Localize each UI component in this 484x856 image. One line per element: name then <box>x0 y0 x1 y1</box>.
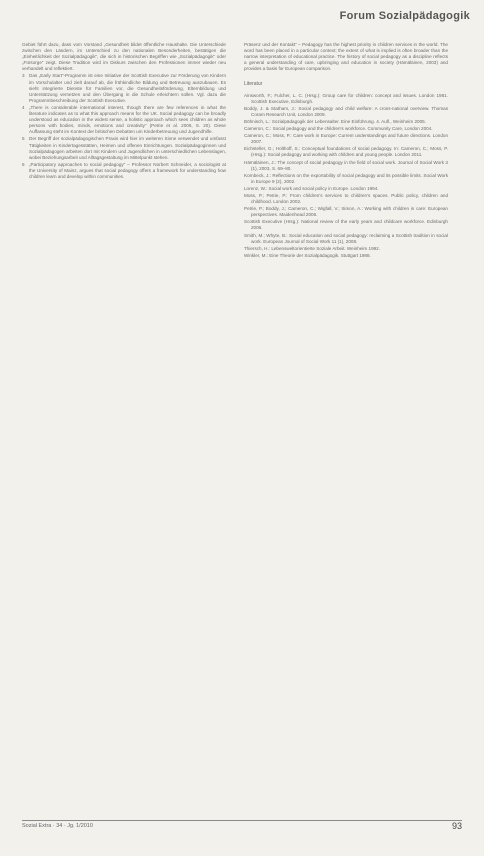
reference-entry: Böhnisch, L.: Sozialpädagogik der Lebensalter. Eine Einführung. 4. Aufl., Weinheim 2005. <box>244 118 426 124</box>
page-number: 93 <box>451 821 462 831</box>
right-paragraph: Präsenz und der Kontakt“ – Pedagogy has the highest priority in children services in the world. The word has been placed in a particular context; the extent of what is implied is often broader than the narrow interpretation of educational practice. The history of social pedagogy as a discipline reflects a general understanding of care, upbringing and education in society (Hämäläinen, 2003) and provides a basis for European comparison. <box>244 42 448 72</box>
footnote <box>22 136 226 160</box>
references-heading: Literatur <box>244 81 263 88</box>
reference-entry: Cameron, C.; Moss, P.: Care work in Europe: Current understandings and future directions. London 2007. <box>244 133 448 145</box>
reference-entry: Petrie, P.; Boddy, J.; Cameron, C.; Wigfall, V.; Simon, A.: Working with children in care: European perspectives. Maidenhead 2006. <box>244 206 448 218</box>
reference-entry: Lorenz, W.: Social work and social policy in Europe. London 1994. <box>244 185 379 191</box>
reference-entry: Scottish Executive (Hrsg.): National review of the early years and childcare workforce. Edinburgh 2006. <box>244 219 448 231</box>
left-column <box>22 42 226 181</box>
footnote <box>22 73 226 103</box>
footnote-number: 6 <box>22 161 25 167</box>
journal-citation: Sozial Extra · 34 · Jg. 1/2010 <box>22 823 93 829</box>
reference-entry: Cameron, C.: Social pedagogy and the children's workforce. Community Care, London 2004. <box>244 126 433 132</box>
footnote-text: Das „Early Start“-Programm ist eine Initiative der Scottish Executive zur Förderung von Kindern im Vorschulalter und zielt darauf ab, die frühkindliche Bildung und Betreuung auszubauen. Es sieht integrierte Dienste für Familien vor, die Gesundheitsförderung, Elternbildung und Unterstützung vernetzen und den Übergang in die Schule erleichtern sollen. Vgl. dazu die Programmbeschreibung der Scottish Executive. <box>29 73 226 103</box>
footer-rule <box>22 820 462 821</box>
footnote-number: 4 <box>22 104 25 110</box>
footnote-text: „Participatory approaches to social pedagogy“ – Professor Norbert Schneider, a sociologist at the University of Mainz, argues that social pedagogy offers a framework for understanding how children learn and develop within communities. <box>29 161 226 179</box>
footnote <box>22 105 226 135</box>
footnote-number: 3 <box>22 73 25 79</box>
reference-entry: Moss, P.; Petrie, P.: From children's services to children's spaces. Public policy, children and childhood. London 2002. <box>244 192 448 205</box>
reference-entry: Winkler, M.: Eine Theorie der Sozialpädagogik. Stuttgart 1988. <box>244 252 371 258</box>
footnote-text: „There is considerable international interest, though there are few references in what the literature indicates as to what this approach means for the UK. Social pedagogy can be broadly understood as education in the widest sense, a holistic approach which sees children as whole persons with bodies, minds, emotions and creativity“ (Petrie et al. 2006, S. 20). Diese Auffassung steht im Kontext der britischen Debatten um Kinderbetreuung und Jugendhilfe. <box>29 104 226 135</box>
footnote-text: Der Begriff der sozialpädagogischen Praxis wird hier im weiteren Sinne verwendet und umfasst Tätigkeiten in Kindertagesstätten, Heimen und offenen Einrichtungen. Sozialpädagoginnen und Sozialpädagogen arbeiten dort mit Kindern und Jugendlichen in unterschiedlichen Lebenslagen, wobei Beziehungsarbeit und Alltagsgestaltung im Mittelpunkt stehen. <box>29 136 226 160</box>
reference-entry: Thiersch, H.: Lebensweltorientierte Soziale Arbeit. Weinheim 1992. <box>244 245 381 251</box>
reference-entry: Kornbeck, J.: Reflections on the exportability of social pedagogy and its possible limits. Social Work in Europe 9 (2), 2002. <box>244 172 448 184</box>
footnote <box>22 162 226 180</box>
reference-entry: Eichsteller, G.; Holthoff, S.: Conceptual foundations of social pedagogy. In: Cameron, C.; Moss, P. (Hrsg.): Social pedagogy and working with children and young people. London 2011. <box>244 146 448 158</box>
left-paragraph: Gebiet führt dazu, dass vom Vorstand „Gesundheit bildet öffentliche Haushalte. Die Unterschiede zwischen den Ländern, im Unterschied zu den nationalen Besonderheiten, bestätigen die „Einheitlichkeit der Sozialpädagogik“, die sich in historischen Begriffen wie „Sozialpädagogik“ oder „Fürsorge“ zeigt. Diese Tradition wird im Diskurs zwischen den Professionen immer wieder neu verhandelt und reflektiert. <box>22 42 226 72</box>
running-header: Forum Sozialpädagogik <box>339 10 470 22</box>
reference-entry: Boddy, J. & Statham, J.: Social pedagogy and child welfare: A cross-national overview. Thomas Coram Research Unit, London 2009. <box>244 105 448 117</box>
footnote-number: 5 <box>22 136 25 142</box>
right-column <box>244 42 448 260</box>
reference-entry: Smith, M.; Whyte, B.: Social education and social pedagogy: reclaiming a Scottish tradition in social work. European Journal of Social Work 11 (1), 2008. <box>244 232 448 244</box>
reference-entry: Hämäläinen, J.: The concept of social pedagogy in the field of social work. Journal of Social Work 3 (1), 2003, S. 69–80. <box>244 159 448 171</box>
reference-entry: Ainsworth, F.; Fulcher, L. C. (Hrsg.): Group care for children: concept and issues. London 1981. Scottish Executive, Edinburgh. <box>244 92 448 104</box>
